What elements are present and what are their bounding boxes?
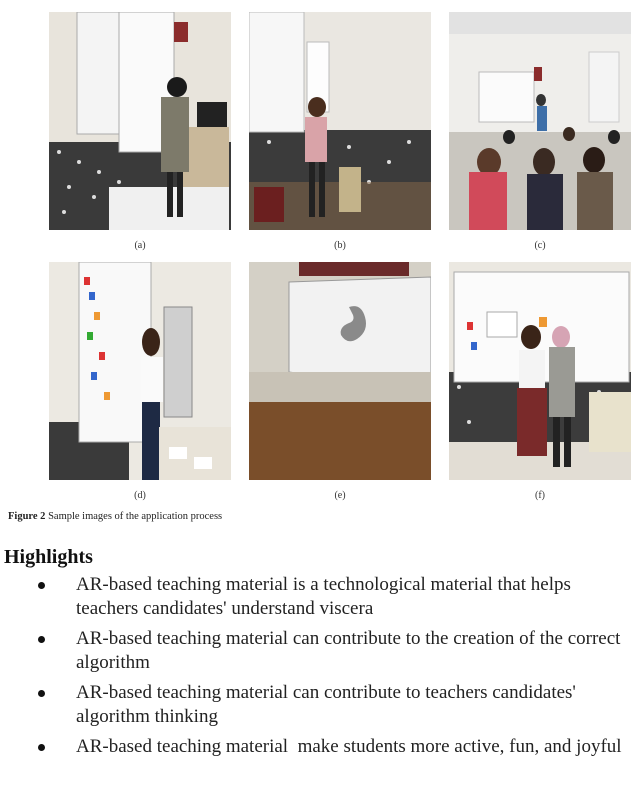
photo-panel-a: [49, 12, 231, 230]
highlight-text: AR-based teaching material can contribute to the creation of the correct algorithm: [76, 628, 621, 673]
figure-caption-text: Sample images of the application process: [45, 511, 223, 522]
list-item: [36, 681, 636, 729]
figure-caption: [8, 511, 222, 522]
photo-panel-f: [449, 262, 631, 480]
figure-caption-label: Figure 2: [8, 511, 46, 522]
list-item: [36, 735, 636, 759]
bullet-icon: [38, 690, 45, 697]
highlights-list: [36, 573, 636, 765]
highlights-heading: Highlights: [4, 546, 93, 568]
bullet-icon: [38, 636, 45, 643]
highlight-text: AR-based teaching material is a technological material that helps teachers candidates' understand viscera: [76, 574, 571, 619]
panel-b-label: (b): [334, 240, 346, 251]
list-item: [36, 627, 636, 675]
panel-e-label: (e): [334, 490, 346, 501]
panel-c-label: (c): [534, 240, 546, 251]
photo-panel-b: [249, 12, 431, 230]
panel-f-label: (f): [535, 490, 545, 501]
photo-panel-c: [449, 12, 631, 230]
photo-panel-d: [49, 262, 231, 480]
panel-d-label: (d): [134, 490, 146, 501]
bullet-icon: [38, 582, 45, 589]
list-item: [36, 573, 636, 621]
panel-a-label: (a): [134, 240, 146, 251]
highlight-text: AR-based teaching material make students more active, fun, and joyful: [76, 736, 622, 757]
bullet-icon: [38, 744, 45, 751]
highlight-text: AR-based teaching material can contribute to teachers candidates' algorithm thinking: [76, 682, 576, 727]
photo-panel-e: [249, 262, 431, 480]
